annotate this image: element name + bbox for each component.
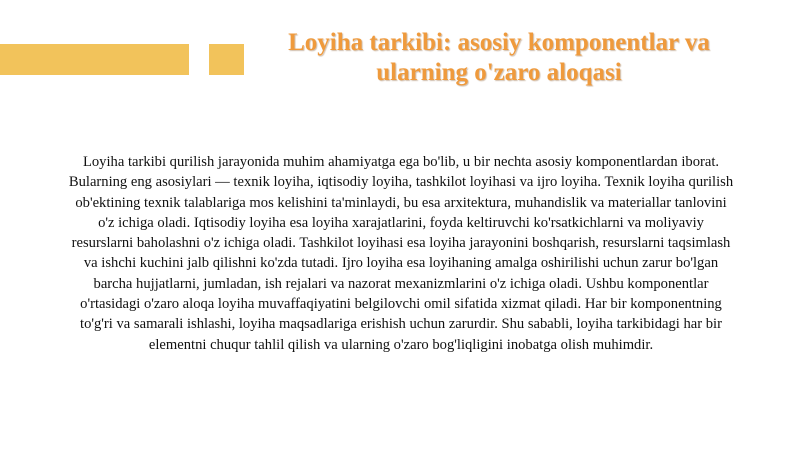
slide-title: Loyiha tarkibi: asosiy komponentlar va ularning o'zaro aloqasi <box>288 29 710 86</box>
slide-body-text: Loyiha tarkibi qurilish jarayonida muhim ahamiyatga ega bo'lib, u bir nechta asosiy komponentlardan iborat. Bularning eng asosiylari — texnik loyiha, iqtisodiy loyiha, tashkilot loyihasi va ijro loyiha. Texnik loyiha qurilish ob'ektining texnik talablariga mos kelishini ta'minlaydi, bu esa arxitektura, muhandislik va materiallar tanlovini o'z ichiga oladi. Iqtisodiy loyiha esa loyiha xarajatlarini, foyda keltiruvchi ko'rsatkichlarni va moliyaviy resurslarni baholashni o'z ichiga oladi. Tashkilot loyihasi esa loyiha jarayonini boshqarish, resurslarni taqsimlash va ishchi kuchini jalb qilishni ko'zda tutadi. Ijro loyiha esa loyihaning amalga oshirilishi uchun zarur bo'lgan barcha hujjatlarni, jumladan, ish rejalari va nazorat mexanizmlarini o'z ichiga oladi. Ushbu komponentlar o'rtasidagi o'zaro aloqa loyiha muvaffaqiyatini belgilovchi omil sifatida xizmat qiladi. Har bir komponentning to'g'ri va samarali ishlashi, loyiha maqsadlariga erishish uchun zarurdir. Shu sababli, loyiha tarkibidagi har bir elementni chuqur tahlil qilish va ularning o'zaro bog'liqligini inobatga olish muhimdir. <box>68 154 734 353</box>
decorative-accent-bar-short <box>209 44 244 75</box>
decorative-accent-bar-long <box>0 44 189 75</box>
